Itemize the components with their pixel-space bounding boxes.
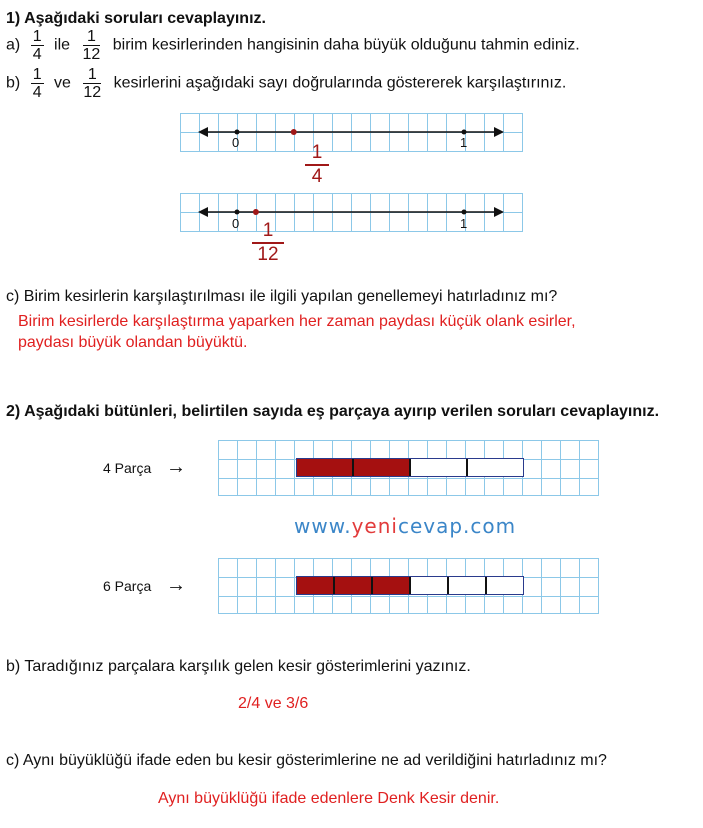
fraction-point [291, 129, 297, 135]
zero-point [235, 130, 240, 135]
one-point [462, 210, 467, 215]
fraction-point [253, 209, 259, 215]
q1-b [6, 66, 566, 101]
right-arrow-icon: → [166, 456, 186, 478]
bar-part-empty [466, 459, 523, 476]
frac-num: 1 [83, 66, 101, 84]
fraction-1-12 [83, 66, 101, 101]
fraction-1-4 [31, 66, 44, 101]
q1-a-text: birim kesirlerinden hangisinin daha büyük olduğunu tahmin ediniz. [112, 36, 580, 54]
watermark-part: cevap.com [397, 514, 517, 538]
frac-den: 4 [32, 46, 42, 63]
bar-part-shaded [352, 459, 409, 476]
left-arrow-icon [198, 127, 208, 137]
q1-c-answer-line2: paydası büyük olandan büyüktü. [18, 334, 248, 351]
frac-num: 1 [32, 66, 42, 83]
frac-num: 1 [32, 28, 42, 45]
fraction-1-12 [83, 28, 101, 63]
q1-a-prefix: a) [6, 36, 21, 54]
frac-den: 12 [83, 84, 102, 101]
bar-part-shaded [371, 577, 409, 594]
q1-b-prefix: b) [6, 74, 21, 92]
zero-point [235, 210, 240, 215]
watermark [294, 514, 516, 538]
q2-c-answer: Aynı büyüklüğü ifade edenlere Denk Kesir denir. [158, 790, 500, 807]
frac-num: 1 [83, 28, 101, 46]
watermark-part: yeni [351, 514, 398, 538]
frac-num: 1 [305, 142, 329, 166]
bar-part-empty [409, 577, 447, 594]
q1-a [6, 28, 580, 63]
q1-b-text: kesirlerini aşağıdaki sayı doğrularında göstererek karşılaştırınız. [113, 74, 567, 92]
label-zero: 0 [232, 135, 240, 150]
answer-fraction-1-12 [252, 220, 284, 266]
bar-label-4: 4 Parça [103, 460, 152, 476]
right-arrow-icon: → [166, 574, 186, 596]
bar-part-shaded [297, 459, 352, 476]
q2-c-question: c) Aynı büyüklüğü ifade eden bu kesir gösterimlerine ne ad verildiğini hatırladınız mı? [6, 752, 607, 769]
bar-part-shaded [297, 577, 333, 594]
frac-num: 1 [252, 220, 284, 244]
q1-b-conj: ve [54, 74, 71, 92]
bar-part-shaded [333, 577, 371, 594]
fraction-1-4 [31, 28, 44, 63]
one-point [462, 130, 467, 135]
frac-den: 4 [32, 84, 42, 101]
label-one: 1 [460, 135, 468, 150]
fraction-bar-4-parts [296, 458, 524, 477]
q2-b-answer: 2/4 ve 3/6 [238, 695, 309, 712]
q1-title: 1) Aşağıdaki soruları cevaplayınız. [6, 10, 266, 27]
right-arrow-icon [494, 207, 504, 217]
q2-b-question: b) Taradığınız parçalara karşılık gelen kesir gösterimlerini yazınız. [6, 658, 471, 675]
bar-part-empty [409, 459, 466, 476]
watermark-part: www. [294, 514, 352, 538]
q2-title: 2) Aşağıdaki bütünleri, belirtilen sayıda eş parçaya ayırıp verilen soruları cevaplayınız. [6, 403, 660, 420]
q1-c-answer-line1: Birim kesirlerde karşılaştırma yaparken her zaman paydası küçük olank esirler, [18, 313, 576, 330]
bar-part-empty [485, 577, 523, 594]
bar-label-6: 6 Parça [103, 578, 152, 594]
label-zero: 0 [232, 216, 240, 231]
label-one: 1 [460, 216, 468, 231]
q1-c-question: c) Birim kesirlerin karşılaştırılması ile ilgili yapılan genellemeyi hatırladınız mı? [6, 288, 558, 305]
answer-fraction-1-4 [305, 142, 329, 188]
frac-den: 12 [82, 46, 101, 63]
frac-den: 12 [257, 244, 279, 265]
bar-part-empty [447, 577, 485, 594]
frac-den: 4 [311, 166, 323, 187]
left-arrow-icon [198, 207, 208, 217]
q1-a-conj: ile [54, 36, 71, 54]
right-arrow-icon [494, 127, 504, 137]
fraction-bar-6-parts [296, 576, 524, 595]
